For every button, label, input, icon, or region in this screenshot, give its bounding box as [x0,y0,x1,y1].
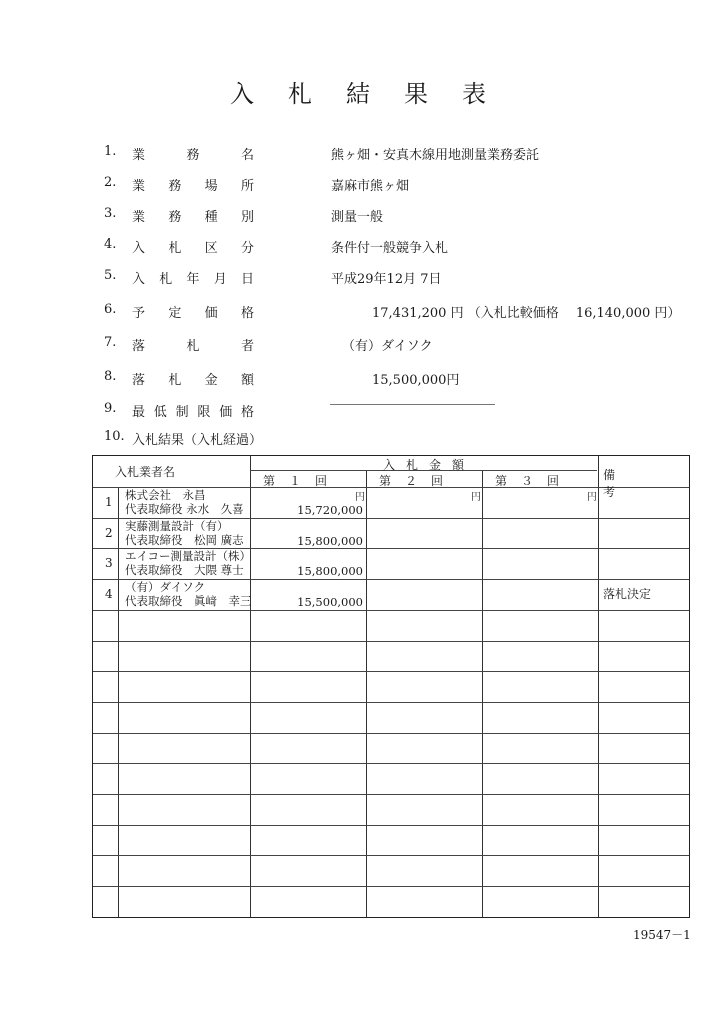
item-label-char: 日 [240,272,254,287]
item-value: 15,500,000円 [372,373,460,388]
info-item [104,237,704,257]
col-divider-round3 [598,456,599,917]
header-bidder-text: 入札業者名 [115,465,176,479]
row-divider [93,825,689,826]
row-divider [93,671,689,672]
item-number: 5. [104,268,117,283]
item-label [132,401,254,420]
document-code: 19547－1 [633,928,691,942]
company-name: （有）ダイソク [125,580,206,595]
representative-name: 代表取締役 眞﨑 幸三 [125,594,252,609]
row-divider [93,886,689,887]
representative-name: 代表取締役 大隈 尊士 [125,563,244,578]
header-amount: 入札金額 [383,458,476,472]
item-label [132,369,254,388]
header-round-1: 第１回 [263,474,342,488]
bid-amount-round1: 15,500,000 [297,595,363,610]
remark: 落札決定 [603,587,652,602]
item-number: 1. [104,144,117,159]
item-number: 4. [104,237,117,252]
item-number: 3. [104,206,117,221]
item-value: 嘉麻市熊ヶ畑 [331,179,410,194]
company-name: 実藤測量設計（有） [125,518,229,533]
item-label-char: 務 [186,148,200,163]
row-divider [93,763,689,764]
yen-mark: 円 [587,492,597,503]
item-label-char: 予 [132,306,146,321]
company-name: エイコー測量設計（株） [125,549,252,564]
row-divider [93,794,689,795]
item-label-char: 落 [132,373,146,388]
item-label-char: 最 [132,405,146,420]
info-item [104,369,704,389]
item-label-char: 札 [159,272,173,287]
row-number: 1 [105,495,113,509]
item-number: 6. [104,302,117,317]
info-item [104,144,704,164]
item-value: （有）ダイソク [342,339,433,354]
item-label-char: 格 [240,405,254,420]
item-label-char: 定 [168,306,182,321]
bid-amount-round1: 15,800,000 [297,564,363,579]
item-label-char: 札 [168,241,182,256]
item-label [132,144,254,163]
item-label-char: 入 [132,272,146,287]
item-label-char: 業 [132,179,146,194]
item-label-char: 入札結果（入札経過） [132,433,263,448]
item-label-char: 額 [240,373,254,388]
item-label-char: 場 [204,179,218,194]
info-item [104,206,704,226]
col-divider-bidder [250,456,251,917]
info-item [104,175,704,195]
header-bidder [115,463,225,480]
item-label [132,237,254,256]
item-label-char: 区 [204,241,218,256]
bid-amount-round1: 15,800,000 [297,533,363,548]
representative-name: 代表取締役 永水 久喜 [125,502,244,516]
item-label-char: 務 [168,179,182,194]
bid-result-table [92,455,690,918]
item-label [132,302,254,321]
item-label-char: 価 [204,306,218,321]
item-label-char: 務 [168,210,182,225]
item-number: 8. [104,369,117,384]
item-label-char: 落 [132,339,146,354]
item-label [132,268,254,287]
item-label [132,335,254,354]
item-label-char: 限 [197,405,211,420]
item-label-char: 価 [219,405,233,420]
item-label [132,429,332,448]
item-label-char: 低 [153,405,167,420]
item-label-char: 分 [240,241,254,256]
bid-amount-round1: 15,720,000 [297,503,363,517]
item-label-char: 年 [186,272,200,287]
item-number: 10. [104,429,125,444]
row-divider [93,702,689,703]
item-value: 平成29年12月 7日 [331,272,442,287]
info-item [104,335,704,355]
row-number: 4 [105,587,113,602]
item-value: 条件付一般競争入札 [331,241,449,256]
header-remarks: 備考 [603,468,666,499]
page-title: 入札結果表 [230,80,520,108]
item-label-char: 格 [240,306,254,321]
item-label-char: 名 [240,148,254,163]
item-label-char: 業 [132,148,146,163]
item-label-char: 月 [213,272,227,287]
item-label-char: 金 [204,373,218,388]
row-number: 3 [105,556,113,571]
info-item [104,429,704,449]
row-divider [93,855,689,856]
item-label-char: 別 [240,210,254,225]
info-item [104,268,704,288]
header-round-3: 第３回 [495,474,574,488]
item-value: 測量一般 [331,210,384,225]
yen-mark: 円 [471,492,481,503]
row-number: 2 [105,525,113,540]
item-label-char: 所 [240,179,254,194]
item-number: 7. [104,335,117,350]
item-label [132,206,254,225]
header-round-2: 第２回 [379,474,458,488]
yen-mark: 円 [355,492,365,503]
representative-name: 代表取締役 松岡 廣志 [125,532,244,547]
row-divider [93,610,689,611]
row-divider [93,641,689,642]
item-label-char: 札 [186,339,200,354]
col-divider-round1 [366,470,367,917]
info-item [104,302,704,322]
item-label-char: 制 [175,405,189,420]
item-value: 17,431,200 円 （入札比較価格 16,140,000 円） [372,306,681,321]
item-label-char: 業 [132,210,146,225]
item-number: 2. [104,175,117,190]
item-label-char: 者 [240,339,254,354]
col-divider-round2 [482,470,483,917]
item-label-char: 札 [168,373,182,388]
item-label-char: 種 [204,210,218,225]
item-value: 熊ヶ畑・安真木線用地測量業務委託 [331,148,540,163]
company-name: 株式会社 永昌 [125,488,206,502]
item-number: 9. [104,401,117,416]
item-label [132,175,254,194]
item-label-char: 入 [132,241,146,256]
row-divider [93,733,689,734]
blank-dash-line [330,404,495,405]
